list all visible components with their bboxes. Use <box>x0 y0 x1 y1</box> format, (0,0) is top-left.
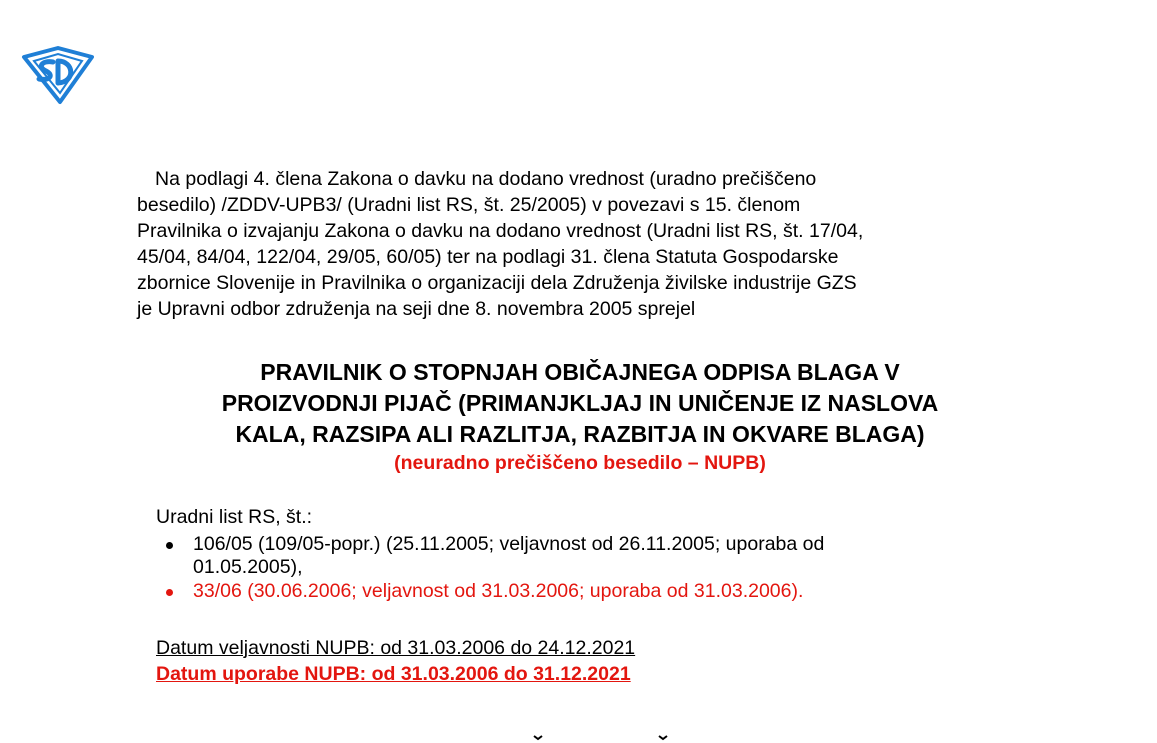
list-item <box>166 580 926 603</box>
preamble-line: Na podlagi 4. člena Zakona o davku na dodano vrednost (uradno prečiščeno <box>155 168 817 190</box>
cropped-text-marks <box>0 733 1157 743</box>
validity-date: Datum veljavnosti NUPB: od 31.03.2006 do 24.12.2021 <box>156 637 636 659</box>
title-line: KALA, RAZSIPA ALI RAZLITJA, RAZBITJA IN OKVARE BLAGA) <box>235 421 925 447</box>
application-date: Datum uporabe NUPB: od 31.03.2006 do 31.12.2021 <box>156 663 631 685</box>
document-title <box>130 357 1030 450</box>
reference-text-continued: 01.05.2005), <box>193 556 303 578</box>
preamble-paragraph <box>137 166 1020 322</box>
title-line: PROIZVODNJI PIJAČ (PRIMANJKLJAJ IN UNIČENJE IZ NASLOVA <box>221 390 939 416</box>
preamble-line: 45/04, 84/04, 122/04, 29/05, 60/05) ter na podlagi 31. člena Statuta Gospodarske <box>137 246 839 268</box>
reference-text: 106/05 (109/05-popr.) (25.11.2005; veljavnost od 26.11.2005; uporaba od <box>193 533 825 555</box>
preamble-line: besedilo) /ZDDV-UPB3/ (Uradni list RS, št. 25/2005) v povezavi s 15. členom <box>137 194 801 216</box>
preamble-line: je Upravni odbor združenja na seji dne 8. novembra 2005 sprejel <box>137 298 696 320</box>
document-subtitle: (neuradno prečiščeno besedilo – NUPB) <box>394 452 766 474</box>
references-label: Uradni list RS, št.: <box>156 506 313 528</box>
list-item <box>166 533 926 579</box>
preamble-line: Pravilnika o izvajanju Zakona o davku na dodano vrednost (Uradni list RS, št. 17/04, <box>137 220 864 242</box>
bullet-icon <box>166 542 173 549</box>
title-line: PRAVILNIK O STOPNJAH OBIČAJNEGA ODPISA BLAGA V <box>260 359 900 385</box>
preamble-line: zbornice Slovenije in Pravilnika o organizaciji dela Združenja živilske industrije GZS <box>137 272 857 294</box>
references-list <box>166 533 926 604</box>
bullet-icon <box>166 589 173 596</box>
reference-text: 33/06 (30.06.2006; veljavnost od 31.03.2006; uporaba od 31.03.2006). <box>193 580 804 602</box>
sd-logo-icon <box>20 45 96 105</box>
